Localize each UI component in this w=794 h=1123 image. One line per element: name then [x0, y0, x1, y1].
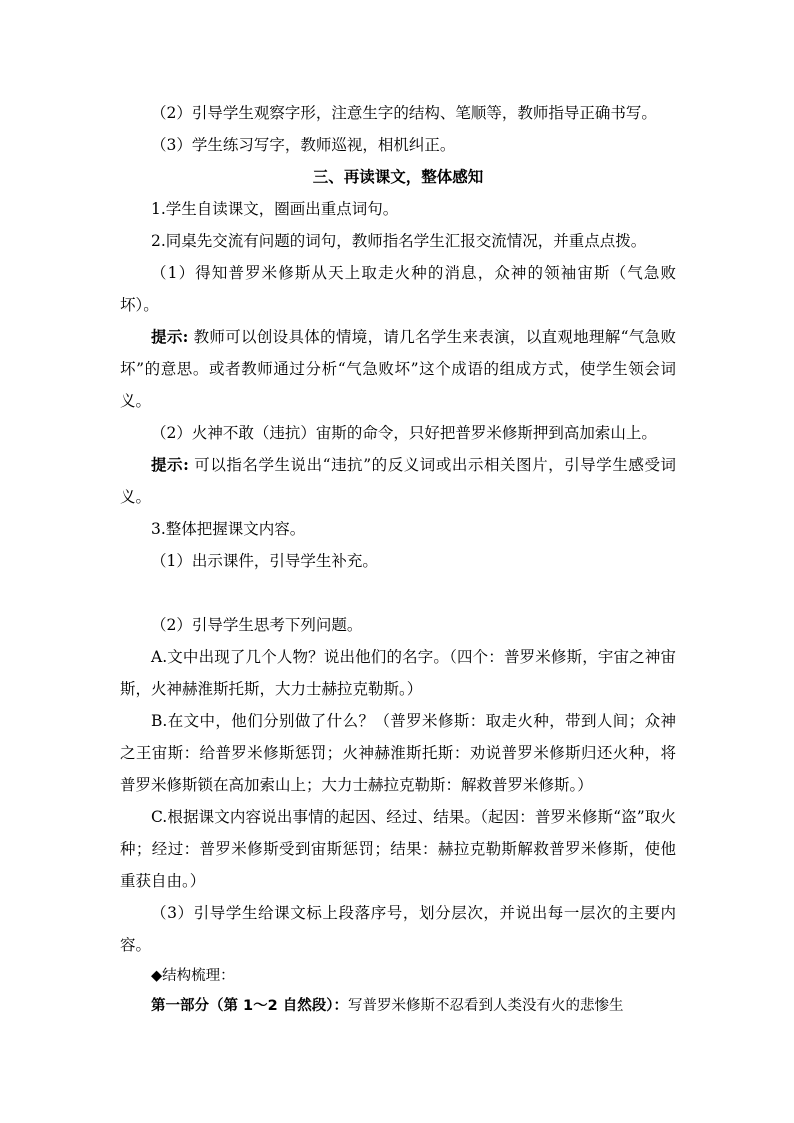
question-c: C.根据课文内容说出事情的起因、经过、结果。（起因：普罗米修斯“盗”取火种；经过：普罗米修斯受到宙斯惩罚；结果：赫拉克勒斯解救普罗米修斯，使他重获自由。）: [120, 808, 676, 890]
item-2: 2.同桌先交流有问题的词句，教师指名学生汇报交流情况，并重点点拨。: [151, 232, 647, 250]
section-title: 三、再读课文，整体感知: [312, 167, 484, 186]
tip-1: [120, 321, 676, 417]
sub-1: （1）出示课件，引导学生补充。: [151, 552, 378, 570]
tip-2-text: 可以指名学生说出“违抗”的反义词或出示相关图片，引导学生感受词义。: [120, 456, 676, 506]
tip-1-label: 提示:: [151, 327, 189, 346]
sub-3: （3）引导学生给课文标上段落序号，划分层次，并说出每一层次的主要内容。: [120, 904, 676, 954]
item-3: 3.整体把握课文内容。: [151, 520, 306, 538]
question-b: B.在文中，他们分别做了什么？（普罗米修斯：取走火种，带到人间；众神之王宙斯：给普罗米修斯惩罚；火神赫淮斯托斯：劝说普罗米修斯归还火种，将普罗米修斯锁在高加索山上；大力士赫拉克勒斯：解救普罗米修斯。）: [120, 712, 676, 794]
tip-1-text: 教师可以创设具体的情境，请几名学生来表演，以直观地理解“气急败坏”的意思。或者教师通过分析“气急败坏”这个成语的组成方式，使学生领会词义。: [120, 328, 676, 410]
courseware-gap: [120, 577, 676, 609]
document-page: [120, 97, 676, 1021]
part-1-text: 写普罗米修斯不忍看到人类没有火的悲惨生: [348, 998, 624, 1014]
question-a: A.文中出现了几个人物？说出他们的名字。（四个：普罗米修斯，宇宙之神宙斯，火神赫淮斯托斯，大力士赫拉克勒斯。）: [120, 648, 676, 698]
word-1: （1）得知普罗米修斯从天上取走火种的消息，众神的领袖宙斯（气急败坏）。: [120, 264, 676, 314]
step-3: （3）学生练习写字，教师巡视，相机纠正。: [151, 136, 456, 154]
item-1: 1.学生自读课文，圈画出重点词句。: [151, 200, 399, 218]
tip-2-label: 提示:: [151, 455, 189, 474]
structure-part-1: [120, 991, 676, 1021]
tip-2: [120, 449, 676, 513]
structure-heading: ◆结构梳理：: [151, 968, 235, 984]
part-1-label: 第一部分（第 1～2 自然段）：: [151, 998, 349, 1014]
word-2: （2）火神不敢（违抗）宙斯的命令，只好把普罗米修斯押到高加索山上。: [151, 424, 657, 442]
step-2: （2）引导学生观察字形，注意生字的结构、笔顺等，教师指导正确书写。: [151, 104, 657, 122]
sub-2: （2）引导学生思考下列问题。: [151, 616, 363, 634]
